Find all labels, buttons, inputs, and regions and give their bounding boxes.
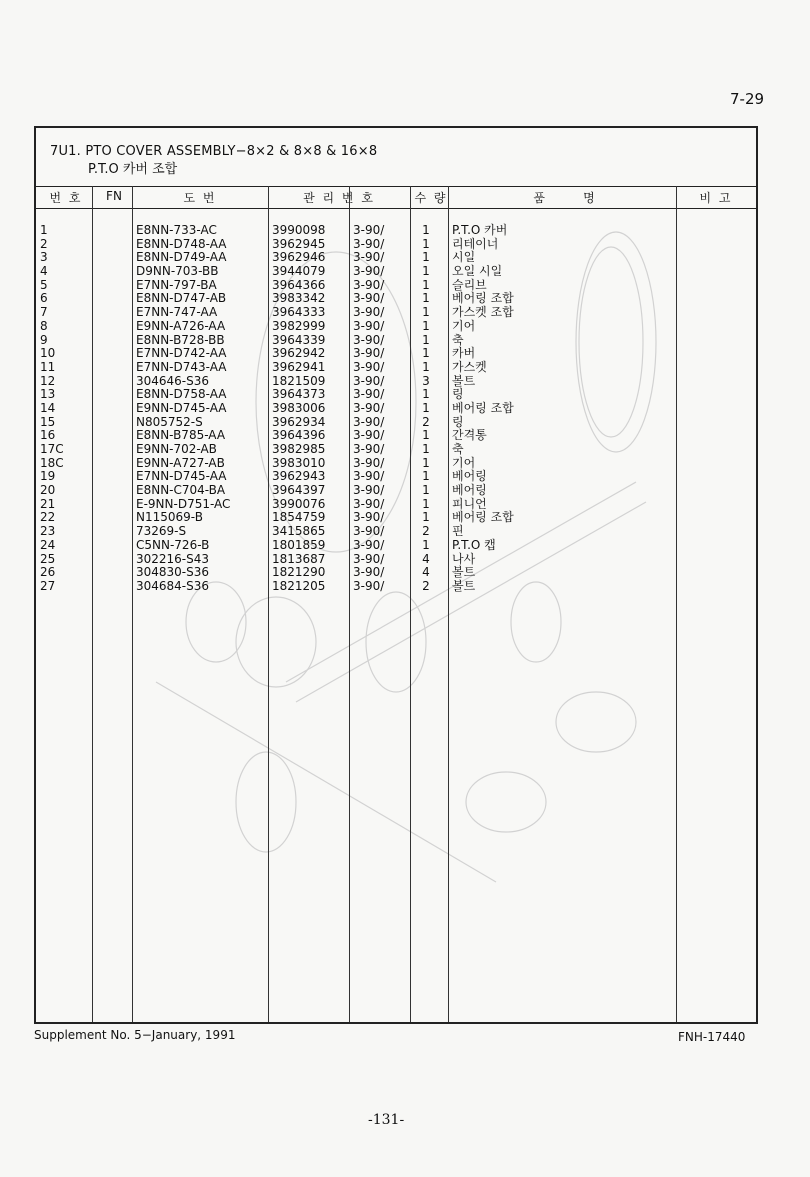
part-name-cell: 피니언 <box>452 496 487 511</box>
part-name-cell: 핀 <box>452 524 464 539</box>
part-name-cell: 베어링 조합 <box>452 291 514 306</box>
table-row <box>36 347 756 361</box>
drawing-number-cell: E7NN-D742-AA <box>136 346 227 361</box>
table-row <box>36 238 756 252</box>
management-number-cell: 1821290 <box>272 565 326 580</box>
drawing-number-cell: E9NN-A727-AB <box>136 455 225 470</box>
quantity-cell: 2 <box>422 578 430 593</box>
quantity-cell: 1 <box>422 318 430 333</box>
part-number-cell: 23 <box>40 524 56 539</box>
drawing-number-cell: E8NN-D748-AA <box>136 236 227 251</box>
drawing-number-cell: E-9NN-D751-AC <box>136 496 231 511</box>
part-number-cell: 12 <box>40 373 56 388</box>
part-name-cell: 간격통 <box>452 428 487 443</box>
drawing-number-cell: 304646-S36 <box>136 373 210 388</box>
part-name-cell: 볼트 <box>452 565 476 580</box>
part-name-cell: 리테이너 <box>452 236 499 251</box>
part-number-cell: 20 <box>40 483 56 498</box>
drawing-number-cell: E8NN-B785-AA <box>136 428 226 443</box>
col-header-name: 품 명 <box>533 191 595 205</box>
drawing-number-cell: E7NN-D745-AA <box>136 469 227 484</box>
reference-cell: 3-90/ <box>353 510 385 525</box>
reference-cell: 3-90/ <box>353 428 385 443</box>
drawing-number-cell: C5NN-726-B <box>136 537 210 552</box>
part-name-cell: 가스켓 조합 <box>452 305 514 320</box>
reference-cell: 3-90/ <box>353 305 385 320</box>
part-name-cell: 축 <box>452 332 464 347</box>
management-number-cell: 1854759 <box>272 510 326 525</box>
reference-cell: 3-90/ <box>353 442 385 456</box>
table-row <box>36 429 756 443</box>
drawing-number-cell: E8NN-D747-AB <box>136 291 227 306</box>
drawing-number-cell: E8NN-733-AC <box>136 223 217 237</box>
part-number-cell: 1 <box>40 223 48 237</box>
part-number-cell: 17C <box>40 442 64 456</box>
quantity-cell: 1 <box>422 442 430 456</box>
drawing-number-cell: N115069-B <box>136 510 203 525</box>
drawing-number-cell: E7NN-797-BA <box>136 277 217 292</box>
reference-cell: 3-90/ <box>353 359 385 374</box>
reference-cell: 3-90/ <box>353 332 385 347</box>
quantity-cell: 4 <box>422 551 430 566</box>
quantity-cell: 2 <box>422 524 430 539</box>
col-header-qty: 수 량 <box>414 191 448 205</box>
quantity-cell: 1 <box>422 483 430 498</box>
reference-cell: 3-90/ <box>353 578 385 593</box>
quantity-cell: 1 <box>422 236 430 251</box>
quantity-cell: 1 <box>422 387 430 402</box>
quantity-cell: 1 <box>422 291 430 306</box>
quantity-cell: 1 <box>422 455 430 470</box>
table-row <box>36 580 756 594</box>
part-name-cell: 볼트 <box>452 373 476 388</box>
management-number-cell: 3962945 <box>272 236 326 251</box>
reference-cell: 3-90/ <box>353 236 385 251</box>
part-number-cell: 18C <box>40 455 64 470</box>
part-number-cell: 11 <box>40 359 56 374</box>
table-row <box>36 375 756 389</box>
table-row <box>36 251 756 265</box>
part-name-cell: 링 <box>452 387 464 402</box>
part-number-cell: 10 <box>40 346 56 361</box>
table-row <box>36 402 756 416</box>
reference-cell: 3-90/ <box>353 250 385 265</box>
reference-cell: 3-90/ <box>353 264 385 279</box>
drawing-number-cell: E8NN-B728-BB <box>136 332 225 347</box>
table-row <box>36 484 756 498</box>
reference-cell: 3-90/ <box>353 414 385 429</box>
part-name-cell: P.T.O 캡 <box>452 537 496 552</box>
management-number-cell: 3962943 <box>272 469 326 484</box>
reference-cell: 3-90/ <box>353 291 385 306</box>
management-number-cell: 3964397 <box>272 483 326 498</box>
reference-cell: 3-90/ <box>353 524 385 539</box>
part-name-cell: 카버 <box>452 346 476 361</box>
quantity-cell: 1 <box>422 346 430 361</box>
management-number-cell: 3964396 <box>272 428 326 443</box>
drawing-number-cell: N805752-S <box>136 414 203 429</box>
drawing-number-cell: E7NN-D743-AA <box>136 359 227 374</box>
table-row <box>36 539 756 553</box>
col-header-remark: 비 고 <box>699 191 733 205</box>
reference-cell: 3-90/ <box>353 565 385 580</box>
table-row <box>36 292 756 306</box>
part-number-cell: 13 <box>40 387 56 402</box>
reference-cell: 3-90/ <box>353 496 385 511</box>
drawing-number-cell: E9NN-D745-AA <box>136 400 227 415</box>
table-row <box>36 361 756 375</box>
part-name-cell: 가스켓 <box>452 359 487 374</box>
table-row <box>36 265 756 279</box>
management-number-cell: 3964339 <box>272 332 326 347</box>
table-row <box>36 553 756 567</box>
part-name-cell: 베어링 <box>452 483 487 498</box>
management-number-cell: 3983006 <box>272 400 326 415</box>
quantity-cell: 1 <box>422 332 430 347</box>
table-row <box>36 416 756 430</box>
management-number-cell: 1813687 <box>272 551 326 566</box>
table-row <box>36 443 756 457</box>
quantity-cell: 1 <box>422 264 430 279</box>
part-name-cell: 베어링 조합 <box>452 400 514 415</box>
drawing-number-cell: 73269-S <box>136 524 187 539</box>
management-number-cell: 3983010 <box>272 455 326 470</box>
part-number-cell: 15 <box>40 414 56 429</box>
drawing-number-cell: E8NN-D749-AA <box>136 250 227 265</box>
drawing-number-cell: 304684-S36 <box>136 578 210 593</box>
column-headers <box>36 186 756 209</box>
col-header-drawing: 도 번 <box>183 191 217 205</box>
col-header-no: 번 호 <box>49 191 83 205</box>
reference-cell: 3-90/ <box>353 400 385 415</box>
reference-cell: 3-90/ <box>353 318 385 333</box>
management-number-cell: 3962942 <box>272 346 326 361</box>
quantity-cell: 1 <box>422 496 430 511</box>
part-name-cell: 베어링 <box>452 469 487 484</box>
part-number-cell: 26 <box>40 565 56 580</box>
supplement-note: Supplement No. 5−January, 1991 <box>34 1028 236 1042</box>
part-name-cell: 슬리브 <box>452 277 487 292</box>
table-row <box>36 470 756 484</box>
drawing-number-cell: 304830-S36 <box>136 565 210 580</box>
drawing-number-cell: E9NN-A726-AA <box>136 318 226 333</box>
reference-cell: 3-90/ <box>353 387 385 402</box>
management-number-cell: 3964333 <box>272 305 326 320</box>
part-name-cell: 축 <box>452 442 464 456</box>
reference-cell: 3-90/ <box>353 483 385 498</box>
document-code: FNH-17440 <box>678 1030 746 1044</box>
page-number: 7-29 <box>730 90 765 108</box>
part-number-cell: 21 <box>40 496 56 511</box>
management-number-cell: 3990098 <box>272 223 326 237</box>
part-number-cell: 4 <box>40 264 48 279</box>
management-number-cell: 1821205 <box>272 578 326 593</box>
part-name-cell: 링 <box>452 414 464 429</box>
table-row <box>36 566 756 580</box>
drawing-number-cell: E8NN-D758-AA <box>136 387 227 402</box>
quantity-cell: 1 <box>422 359 430 374</box>
bottom-page-number: -131- <box>368 1112 405 1128</box>
table-row <box>36 498 756 512</box>
management-number-cell: 3415865 <box>272 524 326 539</box>
quantity-cell: 1 <box>422 400 430 415</box>
drawing-number-cell: E8NN-C704-BA <box>136 483 226 498</box>
table-row <box>36 224 756 238</box>
part-number-cell: 2 <box>40 236 48 251</box>
table-row <box>36 334 756 348</box>
management-number-cell: 3962934 <box>272 414 326 429</box>
part-number-cell: 9 <box>40 332 48 347</box>
part-name-cell: 베어링 조합 <box>452 510 514 525</box>
part-number-cell: 5 <box>40 277 48 292</box>
quantity-cell: 1 <box>422 277 430 292</box>
reference-cell: 3-90/ <box>353 537 385 552</box>
table-row <box>36 457 756 471</box>
part-name-cell: 오일 시일 <box>452 264 503 279</box>
management-number-cell: 3962941 <box>272 359 326 374</box>
management-number-cell: 1801859 <box>272 537 326 552</box>
drawing-number-cell: E7NN-747-AA <box>136 305 218 320</box>
quantity-cell: 1 <box>422 510 430 525</box>
reference-cell: 3-90/ <box>353 223 385 237</box>
part-name-cell: P.T.O 카버 <box>452 223 508 237</box>
quantity-cell: 1 <box>422 223 430 237</box>
part-name-cell: 기어 <box>452 455 476 470</box>
assembly-title: 7U1. PTO COVER ASSEMBLY−8×2 & 8×8 & 16×8 <box>50 144 378 159</box>
table-row <box>36 306 756 320</box>
management-number-cell: 3964366 <box>272 277 326 292</box>
drawing-number-cell: E9NN-702-AB <box>136 442 217 456</box>
part-number-cell: 25 <box>40 551 56 566</box>
col-header-fn: FN <box>106 189 122 203</box>
part-number-cell: 3 <box>40 250 48 265</box>
reference-cell: 3-90/ <box>353 346 385 361</box>
quantity-cell: 1 <box>422 305 430 320</box>
part-number-cell: 6 <box>40 291 48 306</box>
reference-cell: 3-90/ <box>353 277 385 292</box>
table-row <box>36 525 756 539</box>
table-row <box>36 320 756 334</box>
part-number-cell: 7 <box>40 305 48 320</box>
drawing-number-cell: D9NN-703-BB <box>136 264 219 279</box>
management-number-cell: 3982985 <box>272 442 326 456</box>
part-number-cell: 14 <box>40 400 56 415</box>
management-number-cell: 3990076 <box>272 496 326 511</box>
part-name-cell: 볼트 <box>452 578 476 593</box>
assembly-subtitle: P.T.O 카버 조합 <box>88 162 178 177</box>
quantity-cell: 1 <box>422 428 430 443</box>
management-number-cell: 3983342 <box>272 291 326 306</box>
parts-table-frame <box>34 126 758 1024</box>
part-number-cell: 16 <box>40 428 56 443</box>
drawing-number-cell: 302216-S43 <box>136 551 210 566</box>
part-number-cell: 8 <box>40 318 48 333</box>
quantity-cell: 4 <box>422 565 430 580</box>
table-header <box>36 128 756 187</box>
management-number-cell: 1821509 <box>272 373 326 388</box>
part-name-cell: 시일 <box>452 250 476 265</box>
part-number-cell: 22 <box>40 510 56 525</box>
reference-cell: 3-90/ <box>353 455 385 470</box>
part-number-cell: 27 <box>40 578 56 593</box>
management-number-cell: 3964373 <box>272 387 326 402</box>
part-name-cell: 나사 <box>452 551 476 566</box>
quantity-cell: 1 <box>422 250 430 265</box>
management-number-cell: 3982999 <box>272 318 326 333</box>
table-row <box>36 511 756 525</box>
quantity-cell: 1 <box>422 537 430 552</box>
col-header-mgmt: 관 리 번 호 <box>303 191 375 205</box>
table-row <box>36 279 756 293</box>
management-number-cell: 3944079 <box>272 264 326 279</box>
parts-rows <box>36 224 756 594</box>
quantity-cell: 1 <box>422 469 430 484</box>
reference-cell: 3-90/ <box>353 551 385 566</box>
quantity-cell: 3 <box>422 373 430 388</box>
part-number-cell: 19 <box>40 469 56 484</box>
reference-cell: 3-90/ <box>353 373 385 388</box>
part-name-cell: 기어 <box>452 318 476 333</box>
part-number-cell: 24 <box>40 537 56 552</box>
management-number-cell: 3962946 <box>272 250 326 265</box>
quantity-cell: 2 <box>422 414 430 429</box>
reference-cell: 3-90/ <box>353 469 385 484</box>
table-row <box>36 388 756 402</box>
